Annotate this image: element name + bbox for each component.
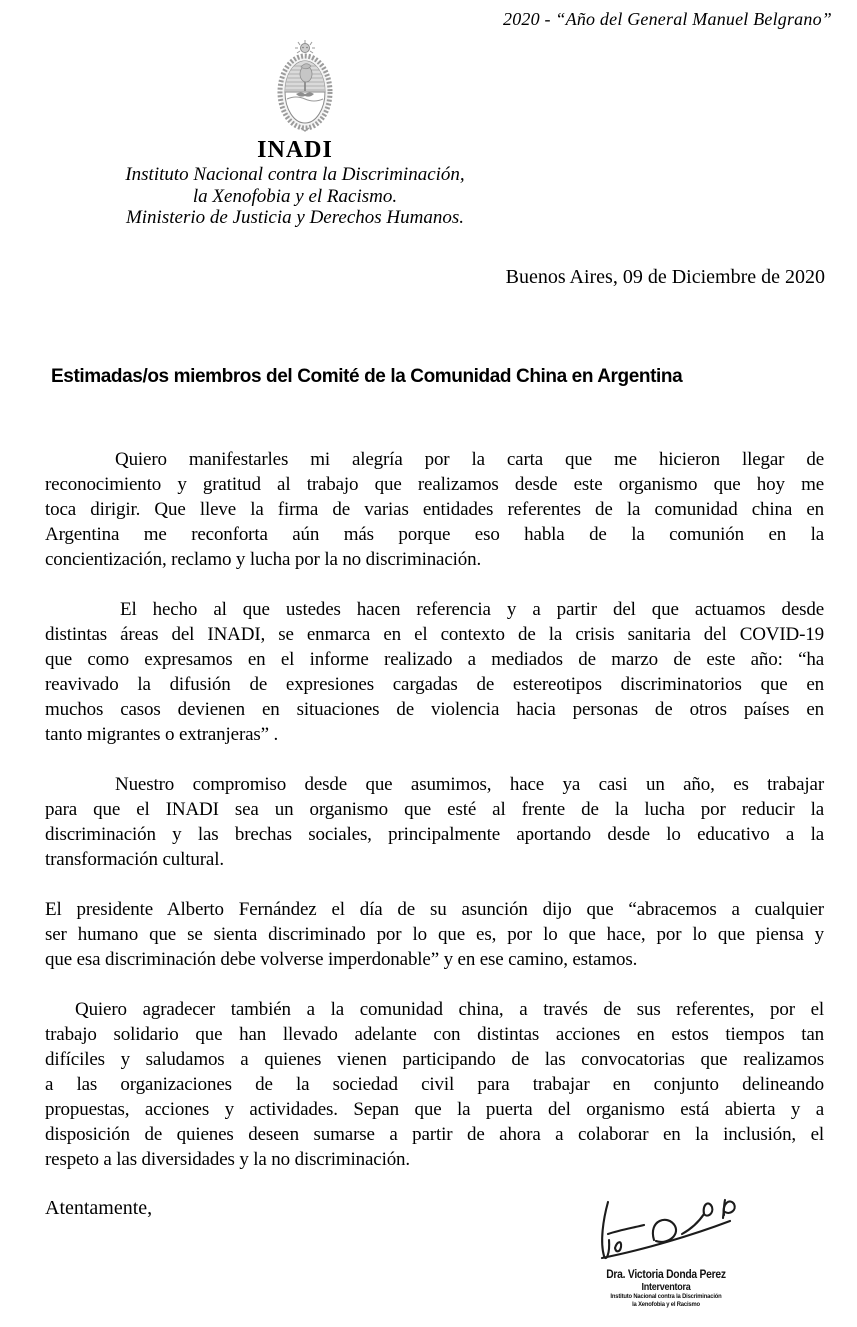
body-line: Argentina me reconforta aún más porque eso habla de la comunión en la	[45, 524, 824, 545]
body-line: ser humano que se sienta discriminado por lo que es, por lo que hace, por lo que piensa y	[45, 924, 824, 945]
org-acronym: INADI	[257, 137, 333, 163]
body-paragraph	[45, 997, 824, 1172]
body-paragraph	[45, 772, 824, 872]
body-line: disposición de quienes deseen sumarse a partir de ahora a colaborar en la inclusión, el	[45, 1124, 824, 1145]
body-line: que como expresamos en el informe realizado a mediados de marzo de este año: “ha	[45, 649, 824, 670]
body-line: concientización, reclamo y lucha por la no discriminación.	[45, 549, 482, 570]
org-line-3: Ministerio de Justicia y Derechos Humanos.	[125, 207, 465, 228]
body-line: propuestas, acciones y actividades. Sepan que la puerta del organismo está abierta y a	[45, 1099, 824, 1120]
dateline: Buenos Aires, 09 de Diciembre de 2020	[505, 266, 825, 288]
signer-title: Interventora	[641, 1281, 691, 1293]
signature-icon	[588, 1190, 748, 1270]
year-motto: 2020 - “Año del General Manuel Belgrano”	[503, 9, 832, 29]
body-line: difíciles y saludamos a quienes vienen participando de las convocatorias que realizamos	[45, 1049, 824, 1070]
org-line-1: Instituto Nacional contra la Discriminación,	[125, 164, 465, 185]
signer-name: Dra. Victoria Donda Perez	[606, 1267, 726, 1281]
signer-org-line-2: la Xenofobia y el Racismo	[632, 1301, 700, 1308]
salutation: Estimadas/os miembros del Comité de la Comunidad China en Argentina	[51, 366, 683, 387]
body-line: distintas áreas del INADI, se enmarca en el contexto de la crisis sanitaria del COVID-19	[45, 624, 824, 645]
body-line: toca dirigir. Que lleve la firma de varias entidades referentes de la comunidad china en	[45, 499, 824, 520]
body-line: El hecho al que ustedes hacen referencia y a partir del que actuamos desde	[120, 599, 824, 620]
body-paragraph	[45, 597, 824, 747]
letterhead	[55, 40, 535, 229]
body-line: tanto migrantes o extranjeras” .	[45, 724, 279, 745]
body-line: discriminación y las brechas sociales, principalmente aportando desde lo educativo a la	[45, 824, 824, 845]
signature-stamp	[604, 1268, 728, 1309]
org-line-2: la Xenofobia y el Racismo.	[192, 185, 398, 207]
argentina-coat-of-arms-icon	[273, 40, 337, 134]
body-line: reavivado la difusión de expresiones cargadas de estereotipos discriminatorios que en	[45, 674, 824, 695]
signer-org-line-1: Instituto Nacional contra la Discriminación	[610, 1293, 722, 1300]
body-line: El presidente Alberto Fernández el día de su asunción dijo que “abracemos a cualquier	[45, 899, 824, 920]
body-line: reconocimiento y gratitud al trabajo que realizamos desde este organismo que hoy me	[45, 474, 824, 495]
body-paragraph	[45, 447, 824, 572]
body-line: que esa discriminación debe volverse imperdonable” y en ese camino, estamos.	[45, 949, 638, 970]
body-line: Nuestro compromiso desde que asumimos, hace ya casi un año, es trabajar	[115, 774, 824, 795]
body-line: Quiero manifestarles mi alegría por la carta que me hicieron llegar de	[115, 449, 824, 470]
body-line: trabajo solidario que han llevado adelante con distintas acciones en estos tiempos tan	[45, 1024, 824, 1045]
body-line: respeto a las diversidades y la no discriminación.	[45, 1149, 411, 1170]
body-line: transformación cultural.	[45, 849, 224, 870]
letter-body	[45, 447, 824, 1197]
body-line: Quiero agradecer también a la comunidad china, a través de sus referentes, por el	[75, 999, 824, 1020]
body-line: para que el INADI sea un organismo que esté al frente de la lucha por reducir la	[45, 799, 824, 820]
body-paragraph	[45, 897, 824, 972]
closing: Atentamente,	[45, 1197, 153, 1219]
body-line: a las organizaciones de la sociedad civil para trabajar en conjunto delineando	[45, 1074, 824, 1095]
body-line: muchos casos devienen en situaciones de violencia hacia personas de otros países en	[45, 699, 824, 720]
